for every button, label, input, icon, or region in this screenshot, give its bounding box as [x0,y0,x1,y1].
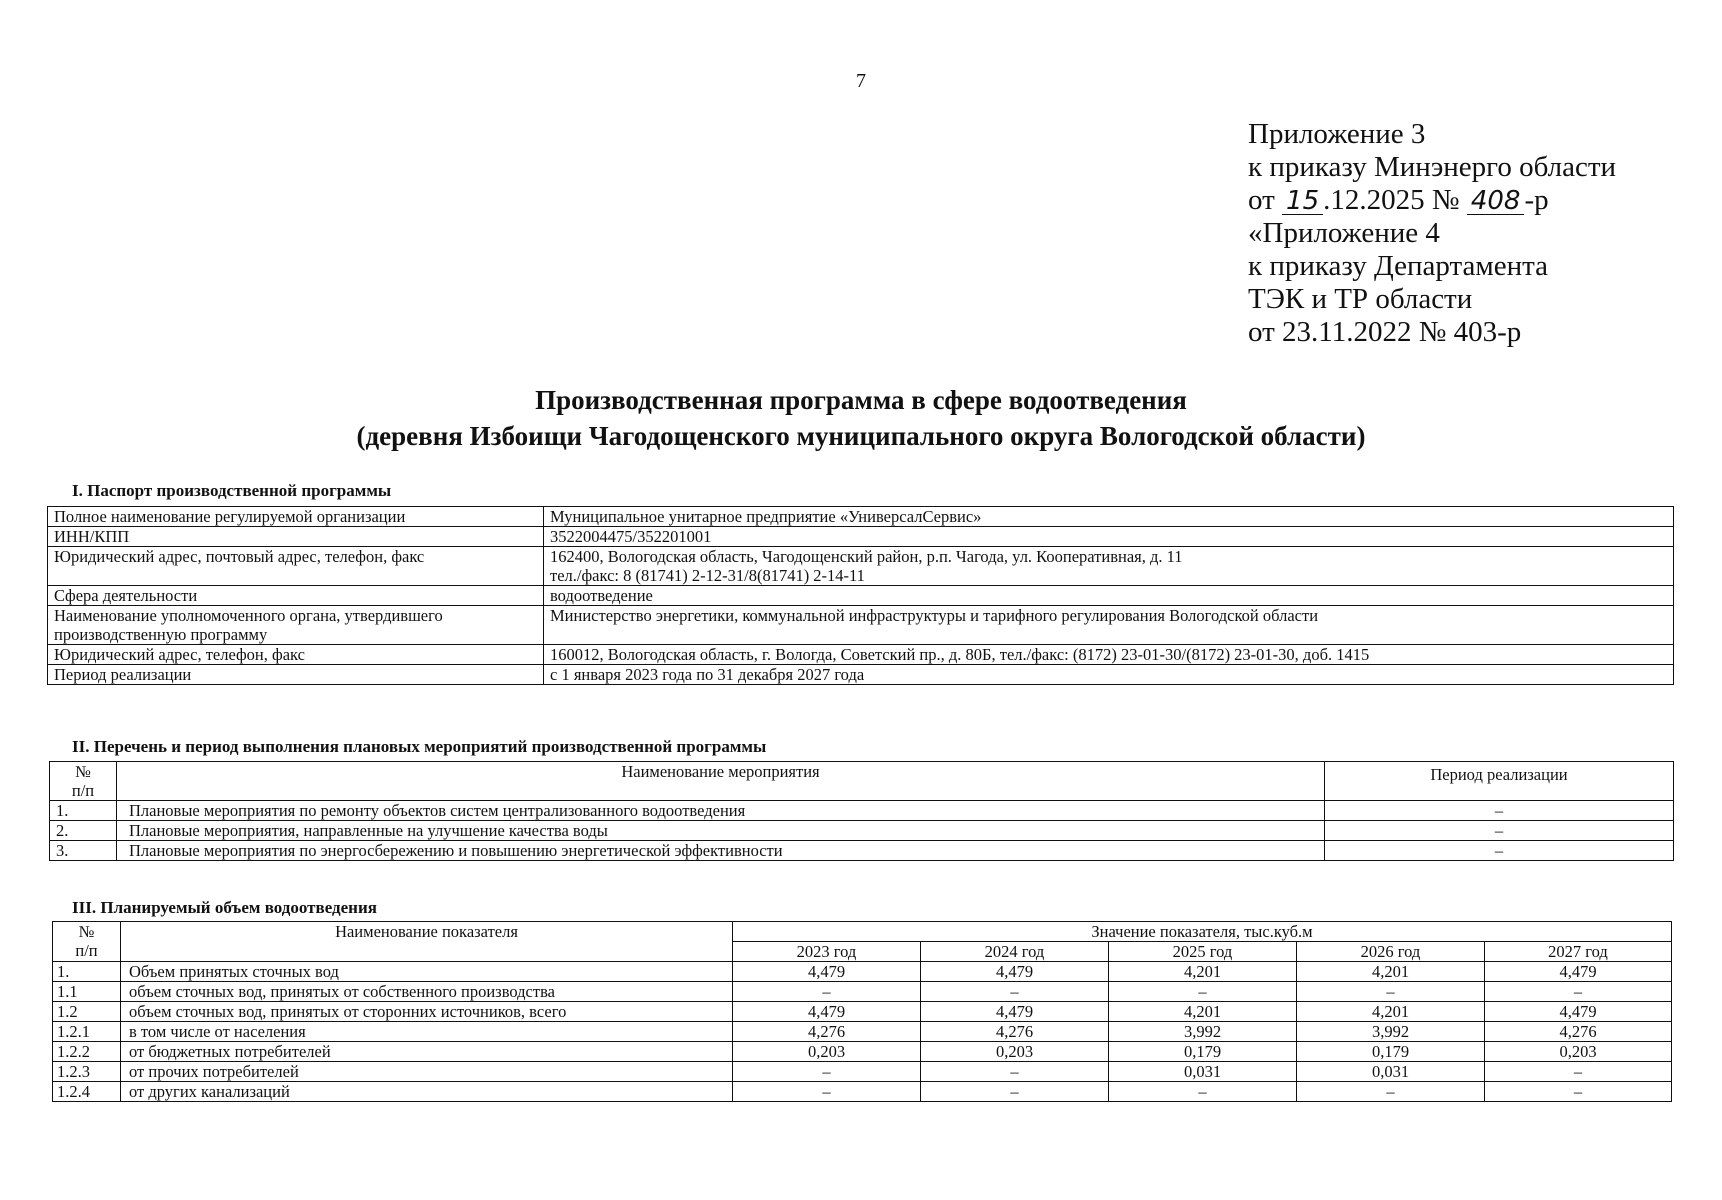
table-row [48,606,1674,645]
measure-name: Плановые мероприятия по ремонту объектов систем централизованного водоотведения [117,801,1325,821]
passport-value-line-2: тел./факс: 8 (81741) 2-12-31/8(81741) 2-14-11 [550,566,865,585]
volume-table [52,921,1672,1102]
table-row [53,1062,1672,1082]
section1-heading: I. Паспорт производственной программы [72,481,392,500]
indicator-value: 4,276 [1485,1022,1672,1042]
indicator-value: 4,479 [1485,962,1672,982]
passport-value: 3522004475/352201001 [544,527,1674,547]
appendix-line-3 [1248,184,1616,217]
appendix-line-6: ТЭК и ТР области [1248,283,1473,315]
passport-value: 160012, Вологодская область, г. Вологда, Советский пр., д. 80Б, тел./факс: (8172) 23-01-30/(8172) 23-01-30, доб. 1415 [544,645,1674,665]
measure-no: 1. [50,801,117,821]
appendix-line-4: «Приложение 4 [1248,217,1440,249]
appendix-line-2: к приказу Минэнерго области [1248,151,1617,183]
table-row [48,665,1674,685]
passport-value: водоотведение [544,586,1674,606]
indicator-value: 4,201 [1297,962,1485,982]
indicator-name: объем сточных вод, принятых от сторонних источников, всего [121,1002,733,1022]
indicator-value: 4,276 [921,1022,1109,1042]
col-header-no-line: № [78,922,95,941]
handwritten-day: 15 [1282,188,1323,215]
table-row [50,841,1674,861]
year-header: 2027 год [1485,942,1672,962]
indicator-value: 3,992 [1297,1022,1485,1042]
appendix-date-prefix: от [1248,184,1283,216]
col-header-name: Наименование мероприятия [117,762,1325,801]
passport-label: Полное наименование регулируемой организации [48,507,544,527]
table-row [50,801,1674,821]
measures-table [49,761,1674,861]
table-row [48,507,1674,527]
indicator-value: 4,479 [921,962,1109,982]
passport-label-line: Наименование уполномоченного органа, утвердившего [54,606,443,625]
indicator-value: – [733,1082,921,1102]
year-header: 2025 год [1109,942,1297,962]
col-header-name: Наименование показателя [121,922,733,962]
table-row [48,527,1674,547]
indicator-value: – [733,1062,921,1082]
section2-heading: II. Перечень и период выполнения плановых мероприятий производственной программы [72,737,767,756]
indicator-no: 1.2.2 [53,1042,121,1062]
passport-table [47,506,1674,685]
indicator-name: в том числе от населения [121,1022,733,1042]
passport-label: Сфера деятельности [48,586,544,606]
appendix-line-1: Приложение 3 [1248,118,1426,150]
indicator-value: 4,201 [1109,1002,1297,1022]
table-row [53,1002,1672,1022]
indicator-value: – [1485,982,1672,1002]
measure-no: 3. [50,841,117,861]
col-header-no-line-2: п/п [75,941,98,960]
passport-label-line-2: производственную программу [54,625,268,644]
indicator-value: 0,203 [733,1042,921,1062]
col-header-no-line-2: п/п [71,781,95,800]
indicator-value: 0,203 [921,1042,1109,1062]
table-row [48,586,1674,606]
table-row [48,547,1674,586]
table-row [53,982,1672,1002]
appendix-date-mid: .12.2025 № [1323,184,1467,216]
indicator-value: – [921,1062,1109,1082]
col-header-no [53,922,121,962]
indicator-no: 1.1 [53,982,121,1002]
measure-period: – [1325,821,1674,841]
table-header-row [53,922,1672,942]
indicator-value: 4,201 [1297,1002,1485,1022]
appendix-date-suffix: -р [1524,184,1549,216]
section3-heading: III. Планируемый объем водоотведения [72,898,377,917]
table-header-row [50,762,1674,801]
indicator-value: – [1109,1082,1297,1102]
indicator-value: 0,031 [1109,1062,1297,1082]
indicator-no: 1.2.1 [53,1022,121,1042]
indicator-value: 4,479 [921,1002,1109,1022]
passport-value: Муниципальное унитарное предприятие «УниверсалСервис» [544,507,1674,527]
document-subtitle: (деревня Избоищи Чагодощенского муниципального округа Вологодской области) [356,421,1366,451]
col-header-no [50,762,117,801]
page-number: 7 [856,70,866,92]
indicator-value: 4,479 [733,1002,921,1022]
indicator-name: объем сточных вод, принятых от собственного производства [121,982,733,1002]
indicator-value: – [733,982,921,1002]
col-header-period: Период реализации [1325,762,1674,801]
indicator-value: – [1109,982,1297,1002]
indicator-value: – [1297,1082,1485,1102]
indicator-name: от других канализаций [121,1082,733,1102]
passport-label: Период реализации [48,665,544,685]
year-header: 2026 год [1297,942,1485,962]
table-row [53,1082,1672,1102]
indicator-name: от прочих потребителей [121,1062,733,1082]
indicator-value: 4,276 [733,1022,921,1042]
measure-period: – [1325,801,1674,821]
document-title: Производственная программа в сфере водоотведения [535,385,1187,415]
indicator-no: 1.2.3 [53,1062,121,1082]
col-header-no-line: № [75,762,91,781]
indicator-value: 4,201 [1109,962,1297,982]
table-row [53,1022,1672,1042]
table-row [48,645,1674,665]
indicator-value: 0,203 [1485,1042,1672,1062]
indicator-value: – [1297,982,1485,1002]
indicator-value: 4,479 [733,962,921,982]
indicator-value: – [1485,1062,1672,1082]
measure-period: – [1325,841,1674,861]
year-header: 2023 год [733,942,921,962]
passport-value: с 1 января 2023 года по 31 декабря 2027 года [544,665,1674,685]
indicator-value: – [921,982,1109,1002]
indicator-no: 1.2.4 [53,1082,121,1102]
appendix-block [1248,118,1616,349]
passport-value: Министерство энергетики, коммунальной инфраструктуры и тарифного регулирования Вологодской области [544,606,1674,645]
appendix-line-7: от 23.11.2022 № 403-р [1248,316,1522,348]
table-row [53,962,1672,982]
measure-no: 2. [50,821,117,841]
indicator-name: Объем принятых сточных вод [121,962,733,982]
passport-label: Юридический адрес, почтовый адрес, телефон, факс [48,547,544,586]
measure-name: Плановые мероприятия, направленные на улучшение качества воды [117,821,1325,841]
indicator-value: 4,479 [1485,1002,1672,1022]
col-header-value: Значение показателя, тыс.куб.м [733,922,1672,942]
measure-name: Плановые мероприятия по энергосбережению и повышению энергетической эффективности [117,841,1325,861]
table-row [53,1042,1672,1062]
indicator-value: 0,179 [1109,1042,1297,1062]
indicator-value: 0,179 [1297,1042,1485,1062]
passport-label [48,606,544,645]
table-row [50,821,1674,841]
appendix-line-5: к приказу Департамента [1248,250,1549,282]
indicator-value: 3,992 [1109,1022,1297,1042]
indicator-value: – [921,1082,1109,1102]
handwritten-order-number: 408 [1467,188,1525,215]
passport-value [544,547,1674,586]
indicator-value: – [1485,1082,1672,1102]
indicator-no: 1. [53,962,121,982]
indicator-name: от бюджетных потребителей [121,1042,733,1062]
passport-label: ИНН/КПП [48,527,544,547]
passport-label: Юридический адрес, телефон, факс [48,645,544,665]
indicator-value: 0,031 [1297,1062,1485,1082]
passport-value-line: 162400, Вологодская область, Чагодощенский район, р.п. Чагода, ул. Кооперативная, д. 11 [550,547,1183,566]
indicator-no: 1.2 [53,1002,121,1022]
year-header: 2024 год [921,942,1109,962]
